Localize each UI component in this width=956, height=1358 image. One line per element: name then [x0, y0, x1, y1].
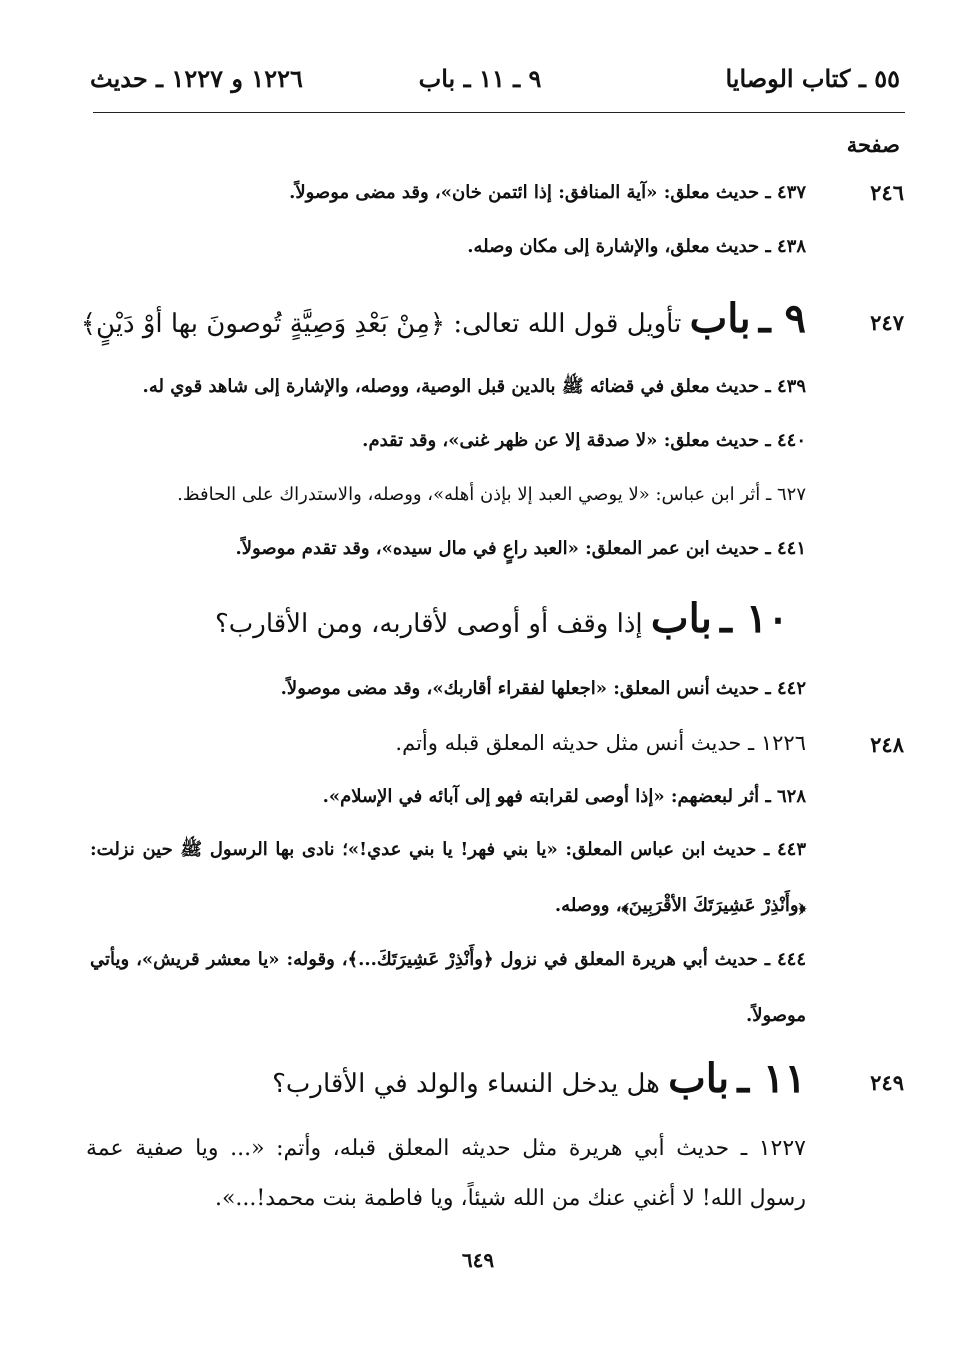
bab-10-title: إذا وقف أو أوصى لأقاربه، ومن الأقارب؟	[215, 609, 643, 639]
running-header-hadiths: ١٢٢٦ و ١٢٢٧ ـ حديث	[90, 64, 303, 93]
bab-11-title: هل يدخل النساء والولد في الأقارب؟	[272, 1069, 660, 1099]
entry-444: ٤٤٤ ـ حديث أبي هريرة المعلق في نزول ﴿وأَنْذِرْ عَشِيرَتَكَ...﴾، وقوله: «يا معشر قريش»، ويأتي موصولاً.	[90, 949, 806, 1026]
entry-443: ٤٤٣ ـ حديث ابن عباس المعلق: «يا بني فهر! يا بني عدي!»؛ نادى بها الرسول ﷺ حين نزلت: ﴿وأَنْذِرْ عَشِيرَتَكَ الأقْرَبِينَ﴾، ووصله.	[90, 839, 806, 916]
entry-438: ٤٣٨ ـ حديث معلق، والإشارة إلى مكان وصله.	[467, 236, 806, 257]
page-number-249: ٢٤٩	[870, 1070, 904, 1095]
page-number-248: ٢٤٨	[870, 732, 904, 757]
bab-9-number: ٩ ـ	[758, 295, 806, 342]
bab-10-number: ١٠ ـ	[720, 595, 789, 642]
bab-10-word: باب	[650, 595, 712, 642]
page-folio-number: ٦٤٩	[461, 1248, 495, 1272]
entry-440: ٤٤٠ ـ حديث معلق: «لا صدقة إلا عن ظهر غنى»، وقد تقدم.	[362, 430, 806, 451]
page-number-246: ٢٤٦	[870, 180, 904, 205]
entry-442: ٤٤٢ ـ حديث أنس المعلق: «اجعلها لفقراء أقاربك»، وقد مضى موصولاً.	[280, 678, 806, 699]
running-header-babs: ٩ ـ ١١ ـ باب	[418, 64, 542, 93]
bab-10-heading	[215, 596, 789, 647]
entry-441: ٤٤١ ـ حديث ابن عمر المعلق: «العبد راعٍ في مال سيده»، وقد تقدم موصولاً.	[235, 538, 806, 559]
hadith-1226: ١٢٢٦ ـ حديث أنس مثل حديثه المعلق قبله وأتم.	[395, 731, 806, 755]
bab-9-title: تأويل قول الله تعالى: ﴿مِنْ بَعْدِ وَصِيَّةٍ تُوصونَ بها أوْ دَيْنٍ﴾	[80, 309, 682, 339]
entry-437: ٤٣٧ ـ حديث معلق: «آية المنافق: إذا ائتمن خان»، وقد مضى موصولاً.	[289, 182, 806, 203]
hadith-1227: ١٢٢٧ ـ حديث أبي هريرة مثل حديثه المعلق قبله، وأتم: «... ويا صفية عمة رسول الله! لا أغني عنك من الله شيئاً، ويا فاطمة بنت محمد!...».	[86, 1136, 806, 1211]
running-header-chapter: ٥٥ ـ كتاب الوصايا	[725, 64, 900, 93]
page-column-label: صفحة	[846, 132, 900, 157]
bab-11-heading	[272, 1056, 806, 1107]
header-rule	[93, 112, 905, 113]
bab-11-word: باب	[668, 1055, 730, 1102]
bab-9-word: باب	[689, 295, 751, 342]
entry-628: ٦٢٨ ـ أثر لبعضهم: «إذا أوصى لقرابته فهو إلى آبائه في الإسلام».	[322, 786, 806, 807]
bab-11-number: ١١ ـ	[737, 1055, 806, 1102]
page-number-247: ٢٤٧	[870, 310, 904, 335]
bab-9-heading	[81, 296, 806, 347]
entry-627: ٦٢٧ ـ أثر ابن عباس: «لا يوصي العبد إلا بإذن أهله»، ووصله، والاستدراك على الحافظ.	[177, 484, 806, 505]
entry-439: ٤٣٩ ـ حديث معلق في قضائه ﷺ بالدين قبل الوصية، ووصله، والإشارة إلى شاهد قوي له.	[142, 376, 806, 397]
